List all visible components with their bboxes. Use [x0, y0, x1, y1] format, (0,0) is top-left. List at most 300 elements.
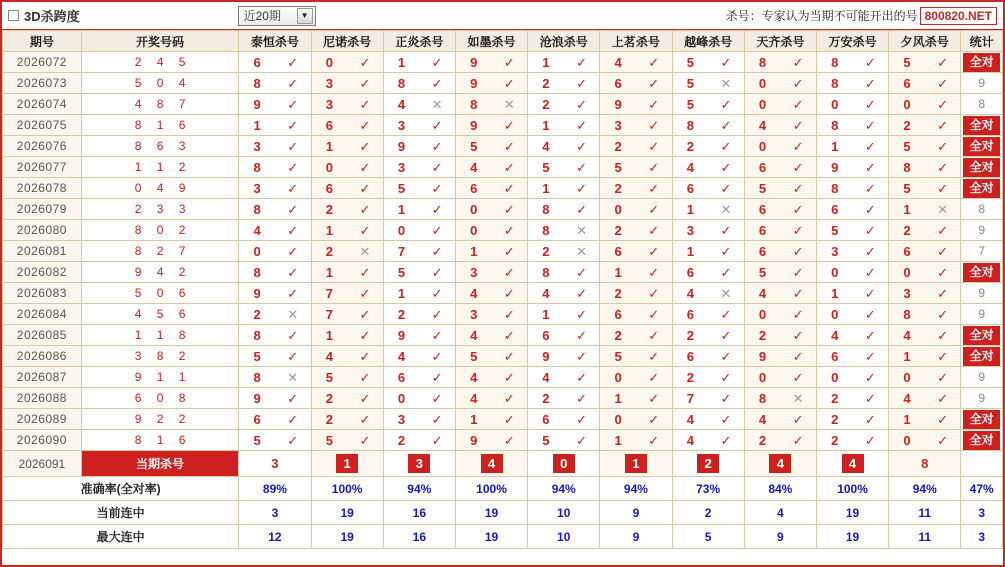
kill-number-value: 7 [686, 390, 694, 406]
check-icon: ✓ [287, 180, 299, 196]
kill-number-value: 2 [614, 327, 622, 343]
kill-number-value: 9 [542, 348, 550, 364]
check-icon: ✓ [720, 180, 732, 196]
kill-number-value: 3 [470, 264, 478, 280]
kill-number-value: 2 [325, 201, 333, 217]
kill-number-value: 8 [831, 117, 839, 133]
check-icon: ✓ [287, 201, 299, 217]
check-icon: ✓ [720, 411, 732, 427]
cell-kill-number [455, 409, 527, 430]
check-icon: ✓ [864, 138, 876, 154]
check-icon: ✓ [359, 96, 371, 112]
check-icon: ✓ [576, 117, 587, 133]
check-icon: ✓ [864, 222, 876, 238]
table-row [3, 325, 1003, 346]
cell-kill-number [311, 283, 383, 304]
cell-kill-number [383, 304, 455, 325]
kill-number-value: 0 [758, 96, 767, 112]
cell-current-kill [383, 451, 455, 477]
footer-value: 11 [889, 501, 961, 525]
cell-kill-number [672, 262, 744, 283]
cell-kill-number [744, 220, 816, 241]
cell-kill-number [816, 52, 888, 73]
check-icon: ✓ [720, 306, 732, 322]
footer-value: 100% [816, 477, 888, 501]
cell-kill-number [455, 157, 527, 178]
cell-kill-number [383, 388, 455, 409]
check-icon: ✓ [503, 201, 515, 217]
kill-number-value: 5 [542, 159, 550, 175]
kill-number-value: 2 [325, 390, 333, 406]
cell-kill-number [311, 262, 383, 283]
kill-number-value: 1 [542, 117, 550, 133]
status-badge: 全对 [963, 116, 1000, 135]
kill-number-value: 3 [831, 243, 839, 259]
kill-number-value: 1 [397, 54, 406, 70]
kill-number-value: 4 [470, 390, 478, 406]
footer-value: 3 [239, 501, 311, 525]
cell-kill-number [239, 73, 311, 94]
kill-number-value: 6 [397, 369, 406, 385]
footer-value: 19 [816, 525, 888, 549]
col-draw-code: 开奖号码 [81, 31, 239, 52]
check-icon: ✓ [576, 432, 587, 448]
current-kill-badge: 1 [625, 454, 647, 473]
header-row [3, 31, 1003, 52]
kill-number-value: 0 [903, 96, 911, 112]
cell-current-kill [528, 451, 600, 477]
check-icon: ✓ [431, 201, 443, 217]
cell-kill-number [239, 262, 311, 283]
check-icon: ✓ [864, 411, 876, 427]
kill-number-value: 6 [542, 327, 550, 343]
cell-stat: 9 [961, 388, 1003, 409]
col-expert-6: 上茗杀号 [600, 31, 672, 52]
check-icon: ✓ [576, 327, 587, 343]
kill-number-value: 4 [542, 138, 550, 154]
kill-number-value: 8 [542, 222, 550, 238]
kill-number-value: 0 [397, 222, 406, 238]
check-icon: ✓ [864, 96, 876, 112]
cell-kill-number [528, 409, 600, 430]
check-icon: ✓ [648, 369, 660, 385]
kill-number-value: 2 [758, 432, 767, 448]
kill-number-value: 8 [758, 390, 767, 406]
check-icon: ✓ [287, 327, 299, 343]
current-period-row [3, 451, 1003, 477]
footer-stat-value: 3 [961, 501, 1003, 525]
kill-number-value: 2 [903, 117, 911, 133]
cell-stat [961, 52, 1003, 73]
kill-number-value: 5 [325, 369, 333, 385]
cell-kill-number [889, 283, 961, 304]
table-row [3, 157, 1003, 178]
kill-number-value: 4 [831, 327, 839, 343]
col-expert-1: 泰恒杀号 [239, 31, 311, 52]
check-icon: ✓ [792, 306, 804, 322]
cell-period: 2026085 [3, 325, 82, 346]
kill-number-value: 8 [542, 264, 550, 280]
footer-stat-value: 47% [961, 477, 1003, 501]
cell-kill-number [383, 178, 455, 199]
check-icon: ✓ [792, 285, 804, 301]
cell-kill-number [383, 94, 455, 115]
footer-stat-value: 3 [961, 525, 1003, 549]
check-icon: ✓ [287, 285, 299, 301]
cell-kill-number [383, 241, 455, 262]
cell-period: 2026081 [3, 241, 82, 262]
kill-number-value: 8 [903, 159, 911, 175]
check-icon: ✓ [287, 159, 299, 175]
col-expert-3: 正炎杀号 [383, 31, 455, 52]
col-expert-7: 越峰杀号 [672, 31, 744, 52]
cell-kill-number [528, 73, 600, 94]
cell-kill-number [311, 52, 383, 73]
cell-kill-number [600, 52, 672, 73]
kill-number-value: 0 [831, 264, 839, 280]
kill-number-value: 4 [686, 432, 694, 448]
cell-kill-number [311, 94, 383, 115]
cell-kill-number [528, 199, 600, 220]
kill-number-value: 2 [542, 243, 550, 259]
check-icon: ✓ [864, 180, 876, 196]
cell-kill-number [239, 115, 311, 136]
cell-kill-number [311, 346, 383, 367]
cell-kill-number [528, 178, 600, 199]
check-icon: ✓ [864, 327, 876, 343]
cross-icon: ✕ [576, 222, 587, 238]
kill-number-value: 8 [253, 159, 261, 175]
cell-draw-code: 3 8 2 [81, 346, 239, 367]
kill-number-value: 6 [758, 201, 767, 217]
check-icon: ✓ [864, 390, 876, 406]
check-icon: ✓ [937, 264, 948, 280]
kill-number-value: 9 [253, 285, 261, 301]
kill-number-value: 6 [614, 243, 622, 259]
cell-kill-number [528, 52, 600, 73]
check-icon: ✓ [720, 369, 732, 385]
check-icon: ✓ [720, 159, 732, 175]
cell-kill-number [889, 262, 961, 283]
current-kill-badge: 1 [336, 454, 358, 473]
kill-number-value: 8 [831, 180, 839, 196]
kill-number-value: 9 [614, 96, 622, 112]
cell-kill-number [672, 220, 744, 241]
current-kill-badge: 0 [553, 454, 575, 473]
cell-period: 2026086 [3, 346, 82, 367]
check-icon: ✓ [937, 285, 948, 301]
kill-number-value: 5 [903, 180, 911, 196]
check-icon: ✓ [648, 75, 660, 91]
cell-kill-number [239, 325, 311, 346]
cell-kill-number [455, 325, 527, 346]
cell-kill-number [600, 136, 672, 157]
cell-kill-number [744, 283, 816, 304]
footer-label: 准确率(全对率) [3, 477, 239, 501]
cell-kill-number [600, 367, 672, 388]
kill-number-value: 2 [686, 369, 694, 385]
check-icon: ✓ [864, 159, 876, 175]
cell-kill-number [889, 304, 961, 325]
check-icon: ✓ [503, 327, 515, 343]
cell-kill-number [528, 157, 600, 178]
col-expert-2: 尼诺杀号 [311, 31, 383, 52]
check-icon: ✓ [431, 327, 443, 343]
cell-kill-number [311, 367, 383, 388]
cell-kill-number [672, 157, 744, 178]
cell-stat: 9 [961, 220, 1003, 241]
page-title-label: 3D杀跨度 [24, 9, 80, 24]
cell-kill-number [383, 199, 455, 220]
table-row [3, 409, 1003, 430]
check-icon: ✓ [864, 264, 876, 280]
cell-kill-number [311, 73, 383, 94]
kill-number-value: 1 [325, 327, 333, 343]
footer-value: 10 [528, 501, 600, 525]
cell-period: 2026083 [3, 283, 82, 304]
cell-kill-number [816, 409, 888, 430]
cell-stat: 8 [961, 94, 1003, 115]
check-icon: ✓ [503, 348, 515, 364]
footer-value: 94% [528, 477, 600, 501]
check-icon: ✓ [792, 54, 804, 70]
cell-kill-number [528, 115, 600, 136]
check-icon: ✓ [648, 264, 660, 280]
check-icon: ✓ [359, 390, 371, 406]
cell-kill-number [528, 220, 600, 241]
current-kill-badge: 2 [697, 454, 719, 473]
cell-kill-number [383, 115, 455, 136]
kill-number-value: 9 [831, 159, 839, 175]
check-icon: ✓ [648, 327, 660, 343]
cell-kill-number [816, 199, 888, 220]
footer-value: 9 [600, 525, 672, 549]
footer-value: 19 [455, 525, 527, 549]
period-select[interactable] [238, 6, 316, 26]
check-icon: ✓ [792, 369, 804, 385]
cell-kill-number [455, 430, 527, 451]
cell-stat: 8 [961, 199, 1003, 220]
check-icon: ✓ [503, 243, 515, 259]
cell-kill-number [600, 199, 672, 220]
cell-kill-number [528, 136, 600, 157]
kill-number-value: 3 [325, 96, 333, 112]
footer-value: 9 [744, 525, 816, 549]
check-icon: ✓ [792, 432, 804, 448]
table-row [3, 136, 1003, 157]
cell-period: 2026075 [3, 115, 82, 136]
kill-number-value: 5 [397, 180, 406, 196]
cell-kill-number [528, 262, 600, 283]
kill-number-value: 5 [253, 348, 261, 364]
check-icon: ✓ [720, 390, 732, 406]
check-icon: ✓ [937, 138, 948, 154]
cross-icon: ✕ [431, 96, 443, 112]
check-icon: ✓ [431, 243, 443, 259]
check-icon: ✓ [287, 243, 299, 259]
kill-number-value: 5 [470, 348, 478, 364]
cell-kill-number [311, 304, 383, 325]
check-icon: ✓ [359, 159, 371, 175]
cell-kill-number [239, 304, 311, 325]
cell-kill-number [455, 367, 527, 388]
cell-kill-number [672, 367, 744, 388]
footer-value: 5 [672, 525, 744, 549]
cell-kill-number [672, 388, 744, 409]
check-icon: ✓ [576, 369, 587, 385]
cell-period: 2026073 [3, 73, 82, 94]
cell-kill-number [311, 199, 383, 220]
kill-number-value: 6 [758, 222, 767, 238]
cell-kill-number [600, 430, 672, 451]
top-bar-right [726, 7, 997, 25]
kill-number-value: 4 [470, 285, 478, 301]
cell-kill-number [600, 115, 672, 136]
cell-kill-number [239, 52, 311, 73]
check-icon: ✓ [359, 432, 371, 448]
kill-number-value: 8 [470, 96, 478, 112]
cell-kill-number [744, 409, 816, 430]
cell-kill-number [672, 136, 744, 157]
check-icon: ✓ [937, 222, 948, 238]
kill-number-value: 5 [470, 138, 478, 154]
kill-number-value: 1 [831, 138, 839, 154]
check-icon: ✓ [431, 117, 443, 133]
status-badge: 全对 [963, 347, 1000, 366]
kill-number-value: 8 [831, 75, 839, 91]
cell-kill-number [672, 430, 744, 451]
cell-kill-number [816, 325, 888, 346]
kill-number-value: 8 [397, 75, 406, 91]
check-icon: ✓ [648, 222, 660, 238]
kill-number-value: 5 [325, 432, 333, 448]
kill-number-value: 1 [614, 432, 622, 448]
check-icon: ✓ [503, 432, 515, 448]
status-badge: 全对 [963, 137, 1000, 156]
check-icon: ✓ [503, 411, 515, 427]
kill-number-value: 4 [903, 327, 911, 343]
check-icon: ✓ [503, 54, 515, 70]
cell-kill-number [889, 136, 961, 157]
current-kill-badge: 4 [481, 454, 503, 473]
cell-kill-number [744, 346, 816, 367]
check-icon: ✓ [287, 264, 299, 280]
kill-number-value: 1 [542, 180, 550, 196]
cell-stat: 9 [961, 367, 1003, 388]
kill-number-value: 0 [758, 369, 767, 385]
status-badge: 全对 [963, 326, 1000, 345]
cell-kill-number [672, 52, 744, 73]
kill-number-value: 5 [758, 264, 767, 280]
check-icon: ✓ [720, 96, 732, 112]
col-period: 期号 [3, 31, 82, 52]
table-row [3, 220, 1003, 241]
cell-kill-number [744, 136, 816, 157]
cell-draw-code: 8 1 6 [81, 115, 239, 136]
cell-draw-code: 4 8 7 [81, 94, 239, 115]
footer-label: 当前连中 [3, 501, 239, 525]
kill-number-value: 4 [614, 54, 622, 70]
chevron-down-icon[interactable]: ▼ [297, 8, 313, 24]
kill-number-value: 4 [542, 369, 550, 385]
cell-kill-number [455, 73, 527, 94]
cross-icon: ✕ [792, 390, 804, 406]
kill-number-value: 5 [542, 432, 550, 448]
cell-kill-number [600, 283, 672, 304]
check-icon: ✓ [431, 138, 443, 154]
cell-kill-number [744, 199, 816, 220]
check-icon: ✓ [576, 180, 587, 196]
cell-kill-number [816, 304, 888, 325]
cell-period: 2026087 [3, 367, 82, 388]
kill-number-value: 5 [903, 138, 911, 154]
kill-number-value: 6 [903, 75, 911, 91]
check-icon: ✓ [359, 327, 371, 343]
cell-draw-code: 4 5 6 [81, 304, 239, 325]
footer-value: 19 [311, 501, 383, 525]
kill-number-value: 4 [903, 390, 911, 406]
cell-kill-number [672, 283, 744, 304]
cell-kill-number [455, 388, 527, 409]
cell-kill-number [744, 241, 816, 262]
check-icon: ✓ [359, 369, 371, 385]
cell-kill-number [744, 115, 816, 136]
cell-draw-code: 2 4 5 [81, 52, 239, 73]
check-icon: ✓ [287, 348, 299, 364]
kill-number-value: 5 [614, 348, 622, 364]
kill-number-value: 3 [397, 411, 406, 427]
kill-number-value: 1 [903, 348, 911, 364]
kill-number-value: 2 [686, 138, 694, 154]
cell-period: 2026076 [3, 136, 82, 157]
kill-number-value: 3 [325, 75, 333, 91]
cell-kill-number [600, 73, 672, 94]
cell-kill-number [455, 241, 527, 262]
cross-icon: ✕ [720, 201, 732, 217]
check-icon: ✓ [503, 75, 515, 91]
cell-kill-number [383, 325, 455, 346]
check-icon: ✓ [864, 348, 876, 364]
kill-number-table [2, 30, 1003, 549]
check-icon: ✓ [792, 411, 804, 427]
kill-number-value: 1 [253, 117, 261, 133]
status-badge: 全对 [963, 263, 1000, 282]
kill-number-value: 3 [253, 180, 261, 196]
check-icon: ✓ [576, 306, 587, 322]
kill-number-value: 1 [325, 138, 333, 154]
kill-number-value: 9 [253, 390, 261, 406]
table-row [3, 241, 1003, 262]
cell-kill-number [889, 199, 961, 220]
kill-number-value: 3 [397, 159, 406, 175]
cell-period: 2026080 [3, 220, 82, 241]
check-icon: ✓ [720, 264, 732, 280]
cell-kill-number [889, 346, 961, 367]
kill-number-value: 1 [614, 264, 622, 280]
kill-number-value: 9 [397, 138, 406, 154]
check-icon: ✓ [648, 180, 660, 196]
cell-kill-number [239, 199, 311, 220]
cell-kill-number [383, 430, 455, 451]
cell-kill-number [744, 178, 816, 199]
table-header [3, 31, 1003, 52]
cell-kill-number [528, 367, 600, 388]
cell-kill-number [889, 178, 961, 199]
col-stat: 统计 [961, 31, 1003, 52]
footer-value: 16 [383, 525, 455, 549]
cell-kill-number [528, 346, 600, 367]
check-icon: ✓ [576, 411, 587, 427]
